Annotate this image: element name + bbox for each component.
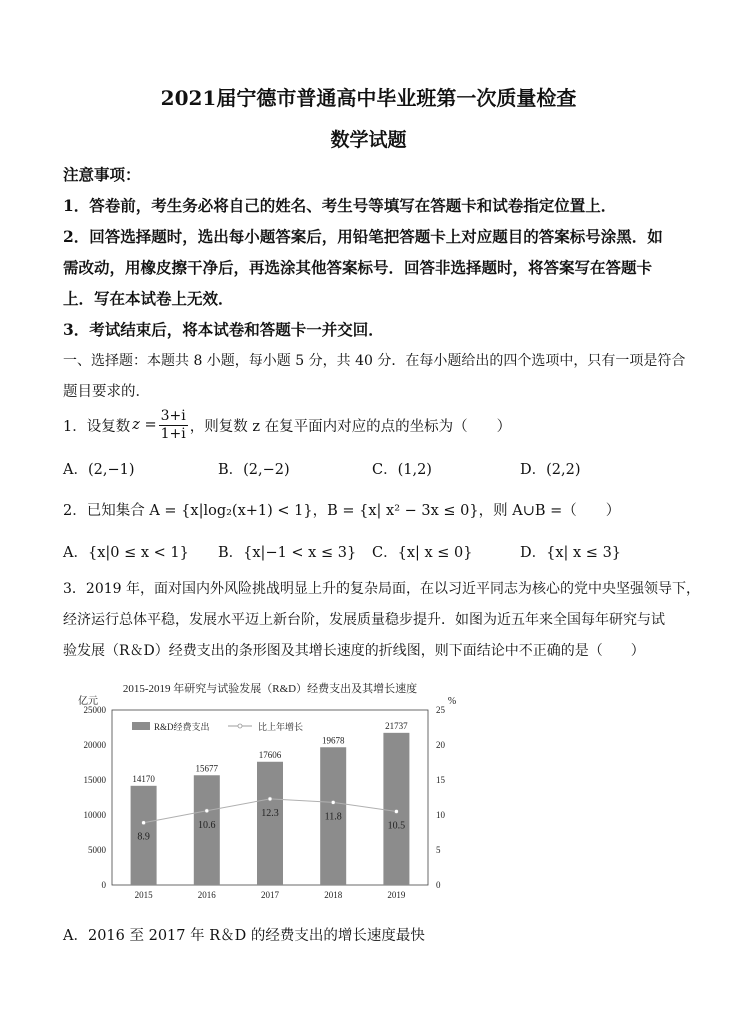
question-2-stem: 2．已知集合 A = {x|log₂(x+1) < 1}，B = {x| x² − 3x ≤ 0}，则 A∪B =（ ） [63,503,621,519]
chart-left-unit: 亿元 [78,696,98,707]
question-3-line-1: 3．2019 年，面对国内外风险挑战明显上升的复杂局面，在以习近平同志为核心的党中央坚强领导下， [63,581,700,597]
x-axis-tick-label: 2018 [324,890,343,900]
exam-subject: 数学试题 [330,129,407,151]
q2-option-c: C．{x| x ≤ 0} [372,545,473,561]
question-1-z-eq: z = [132,417,157,433]
chart-title: 2015-2019 年研究与试验发展（R&D）经费支出及其增长速度 [122,683,418,695]
note-item-3: 3．考试结束后，将本试卷和答题卡一并交回． [63,320,384,339]
bar-value-label: 19678 [321,735,345,746]
fraction-numerator: 3+i [160,408,186,425]
question-1-suffix: ，则复数 z 在复平面内对应的点的坐标为（ ） [189,418,512,435]
bar-value-label: 14170 [132,773,155,784]
question-1-stem [63,405,511,445]
right-axis-tick-label: 0 [436,880,441,890]
left-axis-tick-label: 0 [101,880,106,890]
q1-option-d: D．(2,2) [520,462,581,478]
note-item-2-line-3: 上．写在本试卷上无效． [63,289,234,308]
chart-right-unit: % [447,696,457,707]
x-axis-tick-label: 2015 [134,890,153,900]
bar-value-label: 15677 [195,763,219,774]
q1-option-c: C．(1,2) [372,462,432,478]
question-3-line-2: 经济运行总体平稳，发展水平迈上新台阶，发展质量稳步提升．如图为近五年来全国每年研究与试 [63,612,665,628]
right-axis-tick-label: 20 [436,740,445,750]
rd-expenditure-chart [60,680,480,910]
bar-value-label: 21737 [385,720,408,731]
legend-bar-swatch [132,722,150,730]
note-item-2-line-1: 2．回答选择题时，选出每小题答案后，用铅笔把答题卡上对应题目的答案标号涂黑．如 [63,227,663,246]
question-3-line-3: 验发展（R＆D）经费支出的条形图及其增长速度的折线图，则下面结论中不正确的是（ ） [63,643,645,659]
legend-bar-label: R&D经费支出 [154,722,210,732]
question-1-prefix: 1．设复数 [63,418,131,435]
growth-rate-point [142,821,146,825]
growth-rate-point [268,797,272,801]
left-axis-tick-label: 10000 [83,810,106,820]
left-axis-tick-label: 15000 [83,775,106,785]
x-axis-tick-label: 2016 [197,890,216,900]
growth-rate-point [205,809,209,813]
left-axis-tick-label: 25000 [83,705,106,715]
right-axis-tick-label: 5 [436,845,441,855]
q2-option-d: D．{x| x ≤ 3} [520,545,622,561]
question-3-option-a: A．2016 至 2017 年 R＆D 的经费支出的增长速度最快 [63,928,425,944]
section-intro-line-2: 题目要求的． [63,384,150,400]
growth-rate-point [331,800,335,804]
x-axis-tick-label: 2017 [261,890,279,900]
bar-2019 [383,733,409,885]
note-item-1: 1．答卷前，考生务必将自己的姓名、考生号等填写在答题卡和试卷指定位置上． [63,196,617,215]
right-axis-tick-label: 15 [436,775,445,785]
legend-line-marker [238,724,242,728]
x-axis-tick-label: 2019 [387,890,406,900]
bar-value-label: 17606 [258,749,282,760]
exam-title: 2021届宁德市普通高中毕业班第一次质量检查 [160,86,577,110]
q1-option-a: A．(2,−1) [63,462,135,478]
growth-rate-label: 11.8 [324,811,342,823]
growth-rate-label: 10.5 [387,820,406,832]
right-axis-tick-label: 25 [436,705,445,715]
note-item-2-line-2: 需改动，用橡皮擦干净后，再选涂其他答案标号．回答非选择题时，将答案写在答题卡 [63,258,653,277]
legend-line-label: 比上年增长 [258,722,304,732]
q2-option-b: B．{x|−1 < x ≤ 3} [218,545,357,561]
right-axis-tick-label: 10 [436,810,445,820]
section-intro-line-1: 一、选择题：本题共 8 小题，每小题 5 分，共 40 分．在每小题给出的四个选项中，只有一项是符合 [63,353,686,369]
fraction-denominator: 1+i [160,425,186,442]
bar-2017 [257,762,283,885]
growth-rate-label: 12.3 [261,807,279,819]
left-axis-tick-label: 5000 [88,845,106,855]
growth-rate-label: 10.6 [198,819,216,831]
left-axis-tick-label: 20000 [83,740,106,750]
growth-rate-point [394,810,398,814]
growth-rate-label: 8.9 [137,831,150,843]
question-1-fraction [159,408,188,441]
q1-option-b: B．(2,−2) [218,462,290,478]
notes-heading: 注意事项： [63,165,141,184]
q2-option-a: A．{x|0 ≤ x < 1} [63,545,189,561]
